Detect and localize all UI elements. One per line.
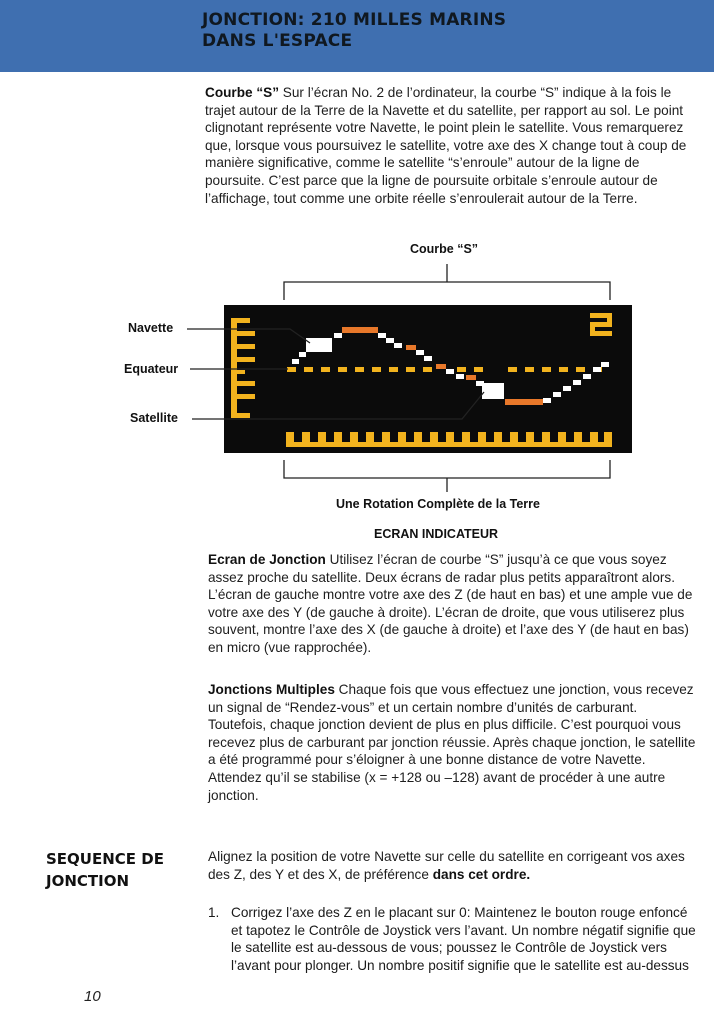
bottom-bracket — [284, 460, 610, 492]
section-title-line1: SEQUENCE DE — [46, 850, 164, 868]
section-title-line2: JONCTION — [46, 872, 130, 890]
page-title-line1: JONCTION: 210 MILLES MARINS — [202, 10, 507, 30]
intro-lead: Courbe “S” — [205, 85, 280, 100]
list-item-number: 1. — [208, 905, 220, 920]
multiples-lead: Jonctions Multiples — [208, 682, 335, 697]
jonction-paragraph — [208, 551, 698, 657]
list-item — [208, 904, 698, 974]
multiples-paragraph — [208, 681, 698, 804]
page-number: 10 — [84, 988, 101, 1005]
jonction-text: Utilisez l’écran de courbe “S” jusqu’à ce que vous soyez assez proche du satellite. Deux écrans de radar plus petits apparaîtront alors. L’écran de gauche montre votre axe des Z (de haut en bas) et une ample vue de votre axe des Y (de gauche à droite). L’écran de droite, que vous utiliserez plus souvent, montre l’axe des X (de gauche à droite) et l’axe des Y (de haut en bas) en micro (vue rapprochée). — [208, 552, 693, 655]
sequence-intro — [208, 848, 698, 883]
navette-marker — [306, 338, 332, 352]
label-navette: Navette — [128, 321, 174, 335]
screen-number-2 — [590, 313, 612, 336]
sequence-intro-text: Alignez la position de votre Navette sur celle du satellite en corrigeant vos axes des Z, des Y et des X, de préférence — [208, 849, 685, 882]
page-title-line2: DANS L'ESPACE — [202, 31, 353, 51]
jonction-lead: Ecran de Jonction — [208, 552, 326, 567]
bottom-comb — [286, 432, 612, 447]
top-bracket — [284, 264, 610, 300]
section-title — [46, 848, 164, 892]
satellite-marker — [482, 383, 504, 399]
sequence-intro-bold: dans cet ordre. — [432, 866, 531, 882]
figure-caption: ECRAN INDICATEUR — [374, 527, 499, 541]
label-equateur: Equateur — [124, 362, 179, 376]
figure-bottom-label: Une Rotation Complète de la Terre — [336, 497, 540, 511]
list-item-text: Corrigez l’axe des Z en le placant sur 0: Maintenez le bouton rouge enfoncé et tapotez le Contrôle de Joystick vers l’avant. Un nombre négatif signifie que le satellite est au-dessous de vous; poussez le Contrôle de Joystick vers l’avant pour plonger. Un nombre positif signifie que le satellite est au-dessus — [231, 905, 696, 973]
label-satellite: Satellite — [130, 411, 178, 425]
figure-top-label: Courbe “S” — [410, 242, 479, 256]
multiples-text: Chaque fois que vous effectuez une jonction, vous recevez un signal de “Rendez-vous” et un certain nombre d’unités de carburant. Toutefois, chaque jonction devient de plus en plus difficile. C’est pourquoi vous recevez plus de carburant par jonction réussie. Après chaque jonction, le satellite a été programmé pour s’éloigner à une bonne distance de votre Navette. Attendez qu’il se stabilise (x = +128 ou –128) avant de procéder à une autre jonction. — [208, 682, 696, 803]
intro-text: Sur l’écran No. 2 de l’ordinateur, la courbe “S” indique à la fois le trajet autour de la Terre de la Navette et du satellite, per rapport au sol. Le point clignotant représente votre Navette, le point plein le satellite. Vous remarquerez que, lorsque vous poursuivez le satellite, votre axe des X change tout à coup de manière significative, comme le satellite “s’enroule” autour de la ligne de poursuite. C’est parce que la ligne de poursuite orbitale s’enroule autour de l’affichage, tout comme une orbite réelle s’enroulerait autour de la Terre. — [205, 85, 687, 206]
game-screen — [224, 305, 632, 453]
